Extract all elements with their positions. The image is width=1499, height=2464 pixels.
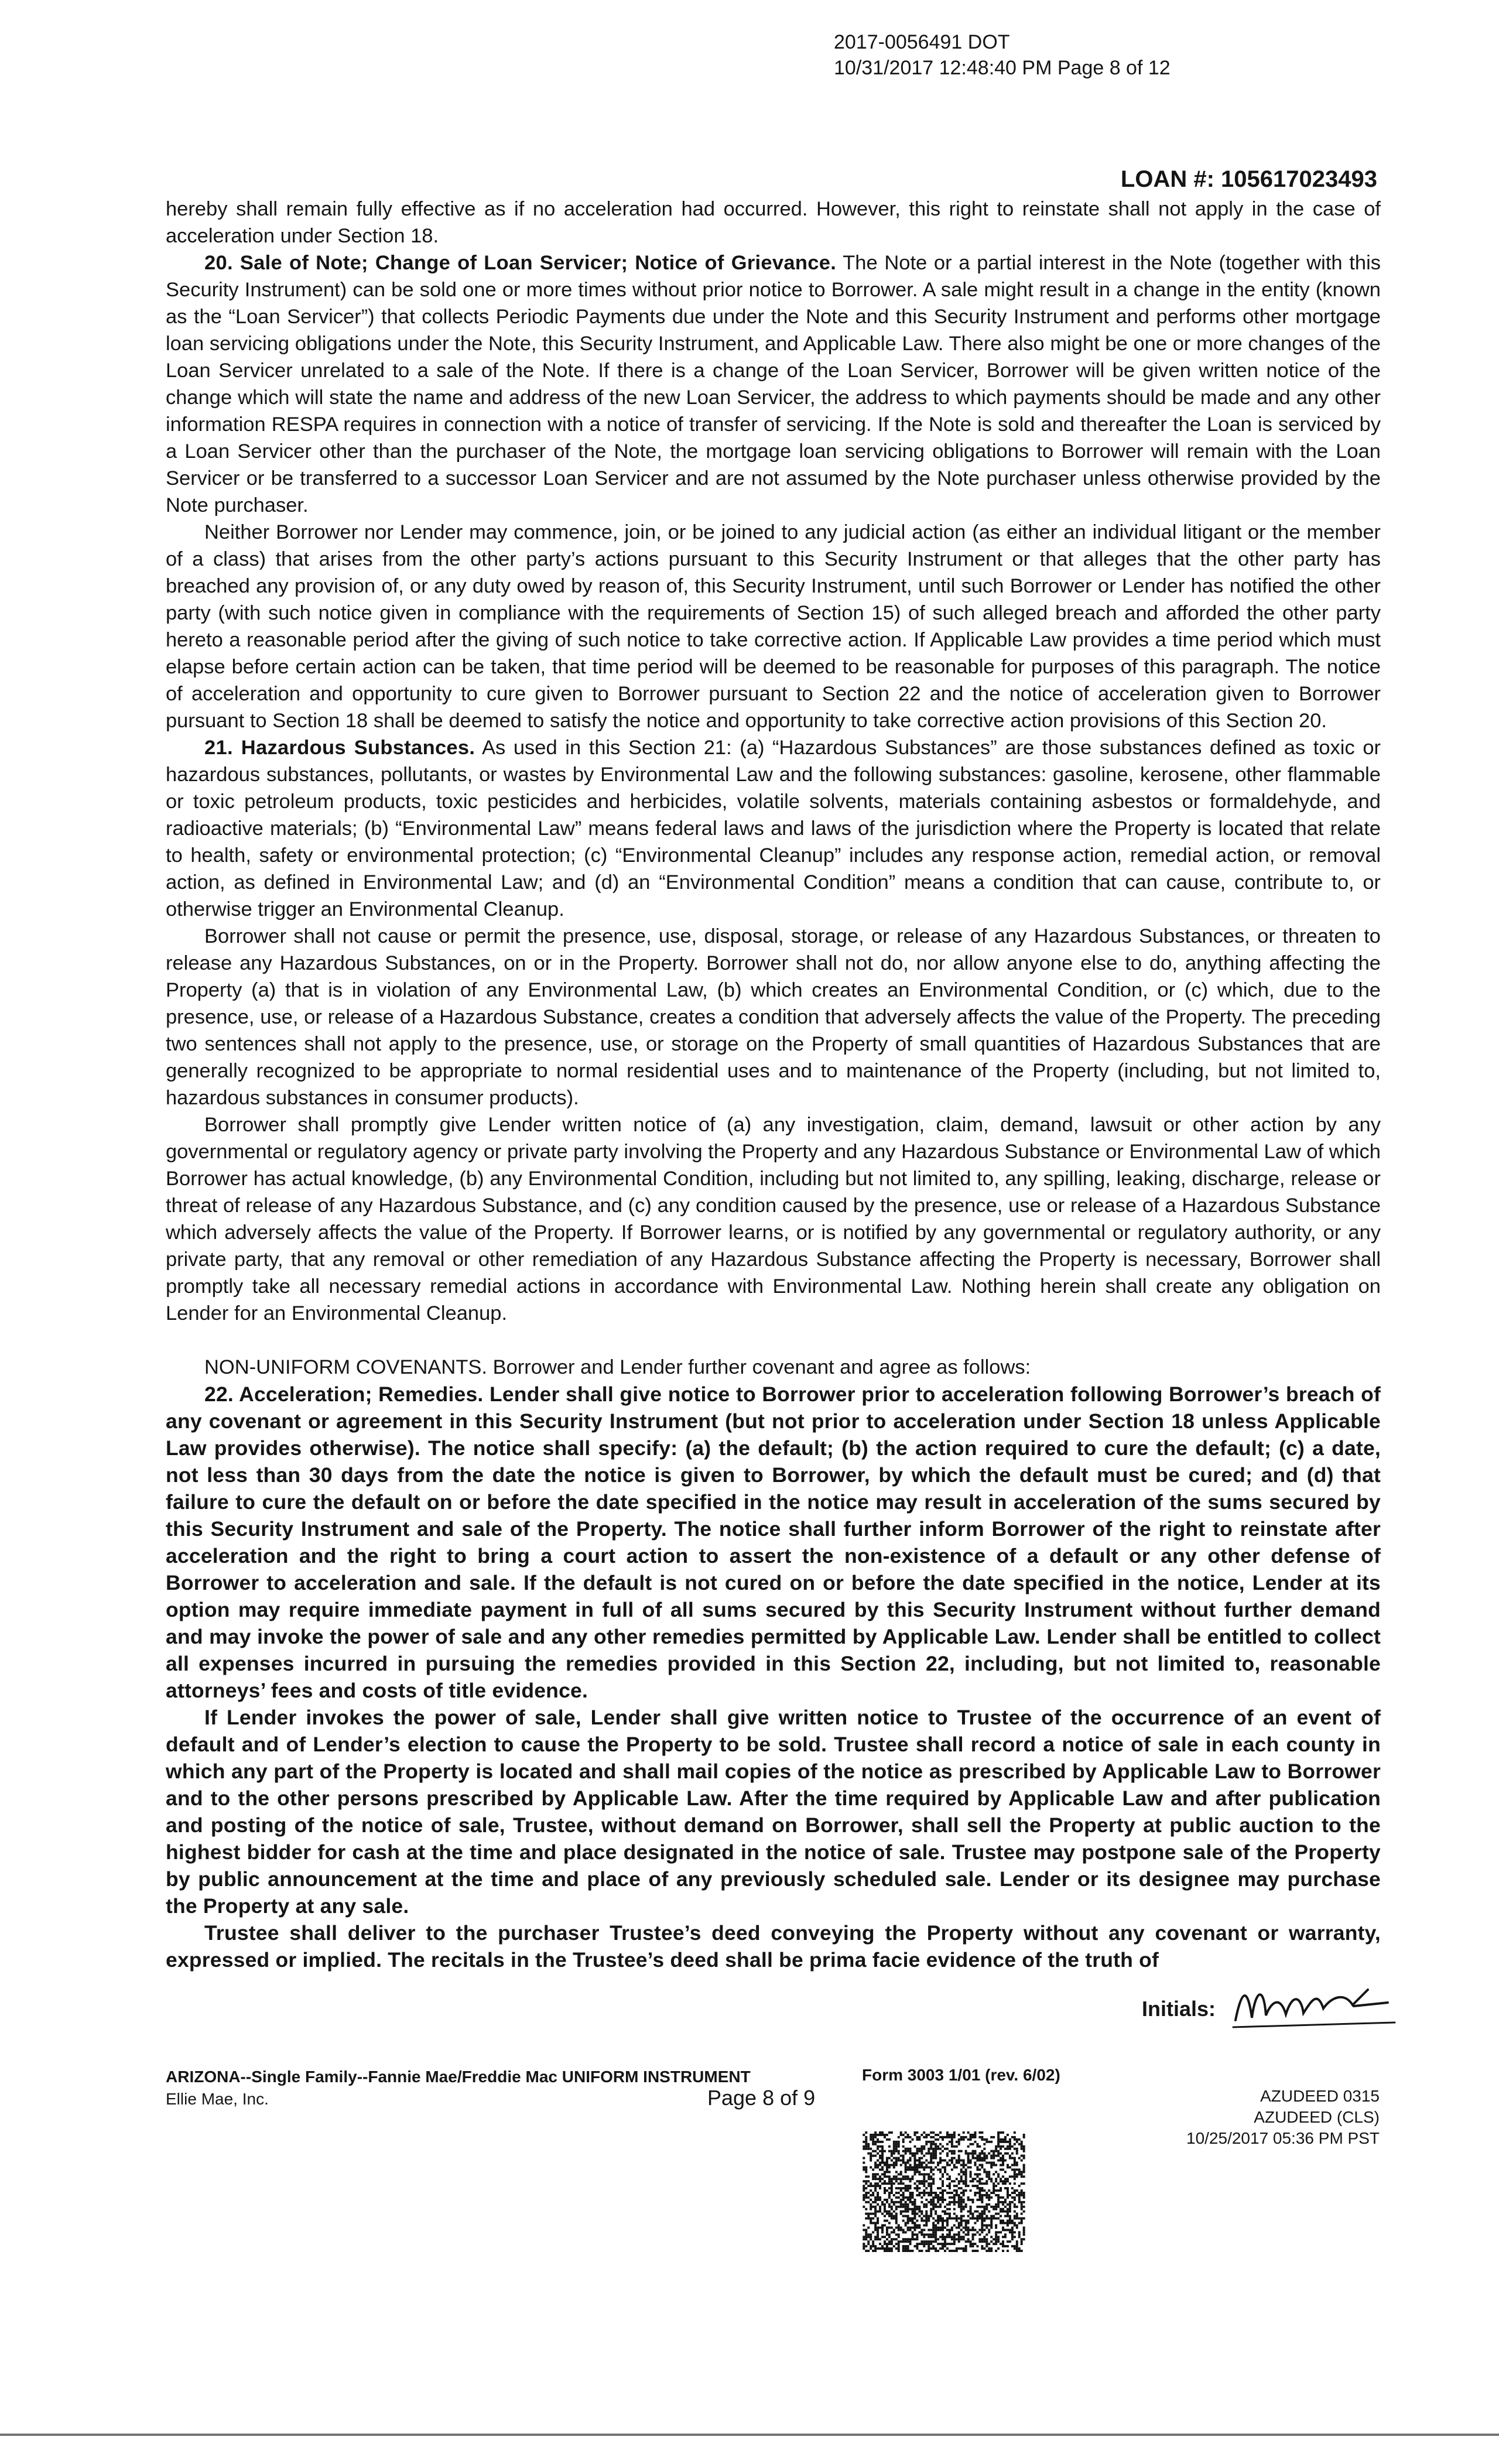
footer-codes xyxy=(1186,2086,1380,2149)
non-uniform-covenants-heading: NON-UNIFORM COVENANTS. Borrower and Lender further covenant and agree as follows: xyxy=(204,1356,1031,1378)
section-21-paragraph xyxy=(166,734,1381,923)
paragraph-hazardous-notice: Borrower shall promptly give Lender written notice of (a) any investigation, claim, demand, lawsuit or other action by any governmental or regulatory agency or private party involving the Property and any Hazardous Substance or Environmental Law of which Borrower has actual knowledge, (b) any Environmental Condition, including but not limited to, any spilling, leaking, discharge, release or threat of release of any Hazardous Substance, and (c) any condition caused by the presence, use or release of a Hazardous Substance which adversely affects the value of the Property. If Borrower learns, or is notified by any governmental or regulatory authority, or any private party, that any removal or other remediation of any Hazardous Substance affecting the Property is necessary, Borrower shall promptly take all necessary remedial actions in accordance with Environmental Law. Nothing herein shall create any obligation on Lender for an Environmental Cleanup. xyxy=(166,1114,1381,1325)
recording-datetime: 10/31/2017 12:48:40 PM Page 8 of 12 xyxy=(834,57,1171,79)
barcode-image xyxy=(862,2131,1026,2252)
scan-edge-line xyxy=(0,2434,1499,2436)
initials-label: Initials: xyxy=(1142,1997,1216,2021)
footer-left xyxy=(166,2066,751,2110)
page-number: Page 8 of 9 xyxy=(707,2086,816,2110)
print-timestamp: 10/25/2017 05:36 PM PST xyxy=(1186,2129,1380,2147)
paragraph-hazardous-restrictions: Borrower shall not cause or permit the presence, use, disposal, storage, or release of any Hazardous Substances, or threaten to release any Hazardous Substances, on or in the Property. Borrower shall not do, nor allow anyone else to do, anything affecting the Property (a) that is in violation of any Environmental Law, (b) which creates an Environmental Condition, or (c) which, due to the presence, use, or release of a Hazardous Substance, creates a condition that adversely affects the value of the Property. The preceding two sentences shall not apply to the presence, use, or storage on the Property of small quantities of Hazardous Substances that are generally recognized to be appropriate to normal residential uses and to maintenance of the Property (including, but not limited to, hazardous substances in consumer products). xyxy=(166,925,1381,1109)
paragraph-judicial-action: Neither Borrower nor Lender may commence, join, or be joined to any judicial action (as either an individual litigant or the member of a class) that arises from the other party’s actions pursuant to this Security Instrument or that alleges that the other party has breached any provision of, or any duty owed by reason of, this Security Instrument, until such Borrower or Lender has notified the other party (with such notice given in compliance with the requirements of Section 15) of such alleged breach and afforded the other party hereto a reasonable period after the giving of such notice to take corrective action. If Applicable Law provides a time period which must elapse before certain action can be taken, that time period will be deemed to be reasonable for purposes of this paragraph. The notice of acceleration and opportunity to cure given to Borrower pursuant to Section 22 and the notice of acceleration given to Borrower pursuant to Section 18 shall be deemed to satisfy the notice and opportunity to take corrective action provisions of this Section 20. xyxy=(166,521,1381,732)
section-20-paragraph xyxy=(166,249,1381,519)
section-20-heading: 20. Sale of Note; Change of Loan Servicer; Notice of Grievance. xyxy=(204,252,837,274)
document-body xyxy=(166,196,1381,1973)
section-21-body: As used in this Section 21: (a) “Hazardous Substances” are those substances defined as toxic or hazardous substances, pollutants, or wastes by Environmental Law and the following substances: gasoline, kerosene, other flammable or toxic petroleum products, toxic pesticides and herbicides, volatile solvents, materials containing asbestos or formaldehyde, and radioactive materials; (b) “Environmental Law” means federal laws and laws of the jurisdiction where the Property is located that relate to health, safety or environmental protection; (c) “Environmental Cleanup” includes any response action, remedial action, or removal action, as defined in Environmental Law; and (d) an “Environmental Condition” means a condition that can cause, contribute to, or otherwise trigger an Environmental Cleanup. xyxy=(166,737,1381,920)
form-title: ARIZONA--Single Family--Fannie Mae/Freddie Mac UNIFORM INSTRUMENT xyxy=(166,2068,751,2086)
paragraph-trustee-deed: Trustee shall deliver to the purchaser Trustee’s deed conveying the Property without any covenant or warranty, expressed or implied. The recitals in the Trustee’s deed shall be prima facie evidence of the truth of xyxy=(166,1921,1381,1972)
form-number: Form 3003 1/01 (rev. 6/02) xyxy=(862,2066,1060,2084)
initials-signature xyxy=(1230,1979,1399,2032)
recording-stamp xyxy=(834,29,1171,81)
loan-number: LOAN #: 105617023493 xyxy=(1120,166,1377,192)
form-code-1: AZUDEED 0315 xyxy=(1260,2087,1380,2105)
paragraph-power-of-sale: If Lender invokes the power of sale, Lender shall give written notice to Trustee of the occurrence of an event of default and of Lender’s election to cause the Property to be sold. Trustee shall record a notice of sale in each county in which any part of the Property is located and shall mail copies of the notice as prescribed by Applicable Law to Borrower and to the other persons prescribed by Applicable Law. After the time required by Applicable Law and after publication and posting of the notice of sale, Trustee, without demand on Borrower, shall sell the Property at public auction to the highest bidder for cash at the time and place designated in the notice of sale. Trustee may postpone sale of the Property by public announcement at the time and place of any previously scheduled sale. Lender or its designee may purchase the Property at any sale. xyxy=(166,1706,1381,1918)
recording-number: 2017-0056491 DOT xyxy=(834,31,1010,53)
paragraph-reinstate-continuation: hereby shall remain fully effective as if no acceleration had occurred. However, this right to reinstate shall not apply in the case of acceleration under Section 18. xyxy=(166,198,1381,247)
section-21-heading: 21. Hazardous Substances. xyxy=(204,737,475,759)
vendor-name: Ellie Mae, Inc. xyxy=(166,2090,269,2108)
section-20-body: The Note or a partial interest in the Note (together with this Security Instrument) can be sold one or more times without prior notice to Borrower. A sale might result in a change in the entity (known as the “Loan Servicer”) that collects Periodic Payments due under the Note and this Security Instrument and performs other mortgage loan servicing obligations under the Note, this Security Instrument, and Applicable Law. There also might be one or more changes of the Loan Servicer unrelated to a sale of the Note. If there is a change of the Loan Servicer, Borrower will be given written notice of the change which will state the name and address of the new Loan Servicer, the address to which payments should be made and any other information RESPA requires in connection with a notice of transfer of servicing. If the Note is sold and thereafter the Loan is serviced by a Loan Servicer other than the purchaser of the Note, the mortgage loan servicing obligations to Borrower will remain with the Loan Servicer or be transferred to a successor Loan Servicer and are not assumed by the Note purchaser unless otherwise provided by the Note purchaser. xyxy=(166,252,1381,516)
section-22-paragraph: 22. Acceleration; Remedies. Lender shall give notice to Borrower prior to acceleration following Borrower’s breach of any covenant or agreement in this Security Instrument (but not prior to acceleration under Section 18 unless Applicable Law provides otherwise). The notice shall specify: (a) the default; (b) the action required to cure the default; (c) a date, not less than 30 days from the date the notice is given to Borrower, by which the default must be cured; and (d) that failure to cure the default on or before the date specified in the notice may result in acceleration of the sums secured by this Security Instrument and sale of the Property. The notice shall further inform Borrower of the right to reinstate after acceleration and the right to bring a court action to assert the non-existence of a default or any other defense of Borrower to acceleration and sale. If the default is not cured on or before the date specified in the notice, Lender at its option may require immediate payment in full of all sums secured by this Security Instrument without further demand and may invoke the power of sale and any other remedies permitted by Applicable Law. Lender shall be entitled to collect all expenses incurred in pursuing the remedies provided in this Section 22, including, but not limited to, reasonable attorneys’ fees and costs of title evidence. xyxy=(166,1382,1381,1702)
form-code-2: AZUDEED (CLS) xyxy=(1254,2108,1380,2126)
